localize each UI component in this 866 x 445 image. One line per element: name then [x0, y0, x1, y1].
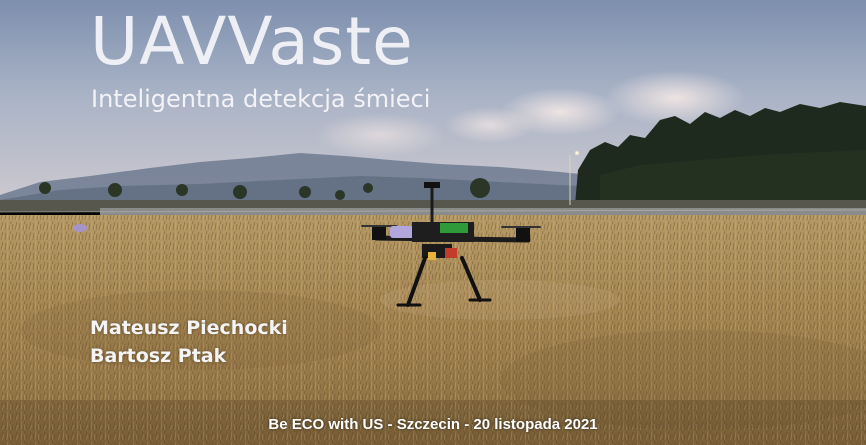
cloud	[315, 113, 445, 157]
slide-subtitle: Inteligentna detekcja śmieci	[91, 85, 431, 113]
cloud	[445, 107, 535, 143]
slide-title: UAVVaste	[90, 3, 414, 80]
event-footer: Be ECO with US - Szczecin - 20 listopada 2021	[268, 416, 598, 433]
author-list	[90, 314, 288, 370]
litter-item	[73, 224, 87, 232]
author-name: Mateusz Piechocki	[90, 317, 288, 339]
author-name: Bartosz Ptak	[90, 345, 227, 367]
